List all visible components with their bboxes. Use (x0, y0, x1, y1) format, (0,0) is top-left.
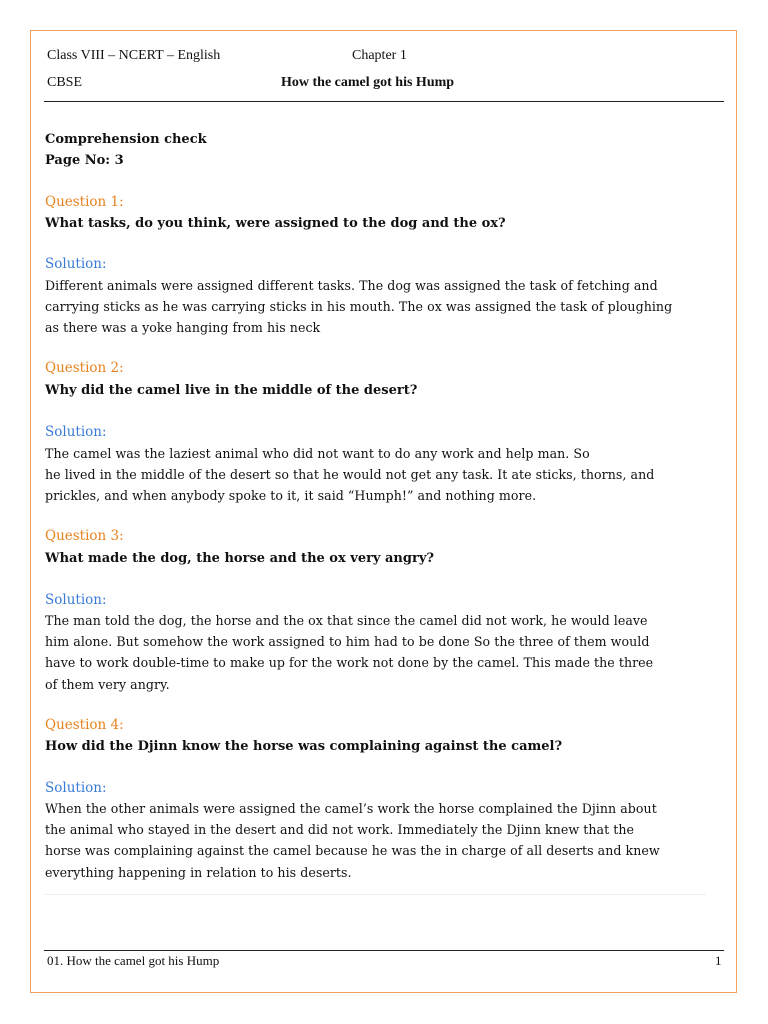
solution-2-label: Solution: (45, 424, 107, 440)
header-divider (44, 101, 724, 102)
question-2-text: Why did the camel live in the middle of the desert? (45, 383, 418, 398)
page-number-label: Page No: 3 (45, 153, 124, 168)
chapter-label: Chapter 1 (352, 48, 407, 63)
solution-3-line-2: him alone. But somehow the work assigned to him had to be done So the three of them would (45, 634, 650, 649)
chapter-title: How the camel got his Hump (281, 75, 455, 90)
question-1-label: Question 1: (45, 194, 124, 210)
question-4-label: Question 4: (45, 717, 124, 733)
solution-1-line-2: carrying sticks as he was carrying sticks in his mouth. The ox was assigned the task of ploughing (45, 299, 673, 314)
solution-4-label: Solution: (45, 780, 107, 796)
footer-page-number: 1 (715, 953, 722, 968)
solution-1-line-3: as there was a yoke hanging from his neck (45, 320, 321, 335)
solution-4-line-4: everything happening in relation to his deserts. (45, 865, 352, 880)
solution-3-line-3: have to work double-time to make up for the work not done by the camel. This made the three (45, 655, 654, 670)
question-2-label: Question 2: (45, 360, 124, 376)
question-1-text: What tasks, do you think, were assigned to the dog and the ox? (45, 216, 506, 231)
solution-2-line-3: prickles, and when anybody spoke to it, it said “Humph!” and nothing more. (45, 488, 537, 503)
solution-2-line-1: The camel was the laziest animal who did not want to do any work and help man. So (45, 446, 590, 461)
solution-4-line-3: horse was complaining against the camel because he was the in charge of all deserts and knew (45, 843, 660, 858)
question-3-text: What made the dog, the horse and the ox very angry? (45, 551, 434, 566)
content-end-divider (44, 894, 706, 895)
solution-1-label: Solution: (45, 256, 107, 272)
solution-4-line-1: When the other animals were assigned the camel’s work the horse complained the Djinn about (45, 801, 657, 816)
solution-3-line-4: of them very angry. (45, 677, 170, 692)
solution-1-line-1: Different animals were assigned different tasks. The dog was assigned the task of fetching and (45, 278, 658, 293)
footer-chapter-title: 01. How the camel got his Hump (47, 953, 220, 968)
solution-2-line-2: he lived in the middle of the desert so that he would not get any task. It ate sticks, thorns, and (45, 467, 655, 482)
solution-3-label: Solution: (45, 592, 107, 608)
board-label: CBSE (47, 75, 83, 90)
class-label: Class VIII – NCERT – English (47, 48, 221, 63)
question-3-label: Question 3: (45, 528, 124, 544)
solution-4-line-2: the animal who stayed in the desert and did not work. Immediately the Djinn knew that the (45, 822, 635, 837)
section-heading: Comprehension check (45, 132, 207, 147)
footer-divider (44, 950, 724, 951)
solution-3-line-1: The man told the dog, the horse and the ox that since the camel did not work, he would leave (45, 613, 648, 628)
question-4-text: How did the Djinn know the horse was complaining against the camel? (45, 739, 563, 754)
